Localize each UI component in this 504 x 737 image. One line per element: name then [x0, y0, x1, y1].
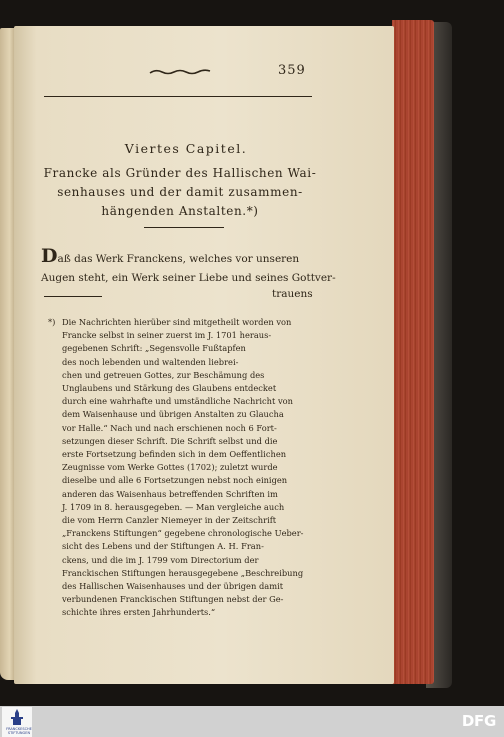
- footnote-line: anderen das Waisenhaus betreffenden Schriften im: [62, 488, 278, 499]
- catchword: trauens: [272, 288, 313, 300]
- footnote-line: die vom Herrn Canzler Niemeyer in der Zeitschrift: [62, 515, 277, 526]
- footnote-line: Die Nachrichten hierüber sind mitgetheilt worden von: [62, 317, 292, 327]
- header-rule: [44, 96, 312, 97]
- footnote-line: gegebenen Schrift: „Segensvolle Fußtapfen: [62, 343, 246, 354]
- footnote-line: des noch lebenden und waltenden liebrei-: [62, 356, 239, 367]
- title-line: senhauses und der damit zusammen-: [57, 185, 303, 199]
- footnote-line: erste Fortsetzung befinden sich in dem Oeffentlichen: [62, 449, 287, 460]
- footnote-line: dieselbe und alle 6 Fortsetzungen nebst noch einigen: [62, 475, 288, 486]
- footnote-line: sicht des Lebens und der Stiftungen A. H. Fran-: [62, 541, 264, 552]
- footnote-line: durch eine wahrhafte und umständliche Nachricht von: [62, 396, 293, 407]
- footnote-line: setzungen dieser Schrift. Die Schrift selbst und die: [62, 435, 278, 446]
- footnote-line: vor Halle.“ Nach und nach erschienen noch 6 Fort-: [62, 422, 277, 433]
- footnote-line: J. 1709 in 8. herausgegeben. — Man vergleiche auch: [62, 501, 285, 512]
- chapter-title: [40, 164, 320, 221]
- footnote-line: chen und getreuen Gottes, zur Beschämung des: [62, 369, 265, 380]
- footnote-line: dem Waisenhause und übrigen Anstalten zu Glaucha: [62, 409, 284, 420]
- library-name-line: FRANCKESCHE: [6, 727, 32, 731]
- footnote-line: Zeugnisse vom Werke Gottes (1702); zuletzt wurde: [62, 462, 278, 473]
- page-number: 359: [278, 63, 306, 78]
- title-line: Francke als Gründer des Hallischen Wai-: [43, 166, 317, 180]
- footnote: [48, 316, 322, 620]
- footnote-line: verbundenen Franckischen Stiftungen nebst der Ge-: [62, 594, 284, 605]
- footnote-mark: *): [48, 317, 56, 327]
- footnote-line: Franckischen Stiftungen herausgegebene „Beschreibung: [62, 567, 304, 578]
- title-line: hängenden Anstalten.*): [101, 204, 259, 218]
- body-line: Daß das Werk Franckens, welches vor unseren: [41, 245, 300, 267]
- viewer-footer-bar: [0, 706, 504, 737]
- library-name-line: STIFTUNGEN: [7, 731, 31, 735]
- library-logo-text: [3, 727, 35, 735]
- chapter-heading: Viertes Capitel.: [124, 141, 248, 156]
- body-text: [41, 245, 336, 288]
- header-ornament: [148, 68, 212, 76]
- footnote-line: schichte ihres ersten Jahrhunderts.“: [62, 607, 216, 618]
- footnote-line: Francke selbst in seiner zuerst im J. 1701 heraus-: [62, 330, 272, 341]
- dfg-logo[interactable]: DFG: [461, 712, 496, 730]
- footnote-line: Unglaubens und Stärkung des Glaubens entdecket: [62, 383, 277, 394]
- footnote-line: „Franckens Stiftungen“ gegebene chronologische Ueber-: [62, 528, 304, 539]
- footnote-rule: [44, 296, 102, 297]
- library-logo[interactable]: [2, 707, 32, 737]
- title-rule: [144, 227, 224, 228]
- body-line: Augen steht, ein Werk seiner Liebe und seines Gottver-: [41, 272, 336, 284]
- page-edges: [392, 20, 434, 684]
- footnote-line: des Hallischen Waisenhauses und der übrigen damit: [62, 581, 284, 592]
- book-page: [14, 26, 394, 684]
- tower-icon: [2, 707, 32, 727]
- footnote-line: ckens, und die im J. 1799 vom Directorium der: [62, 554, 259, 565]
